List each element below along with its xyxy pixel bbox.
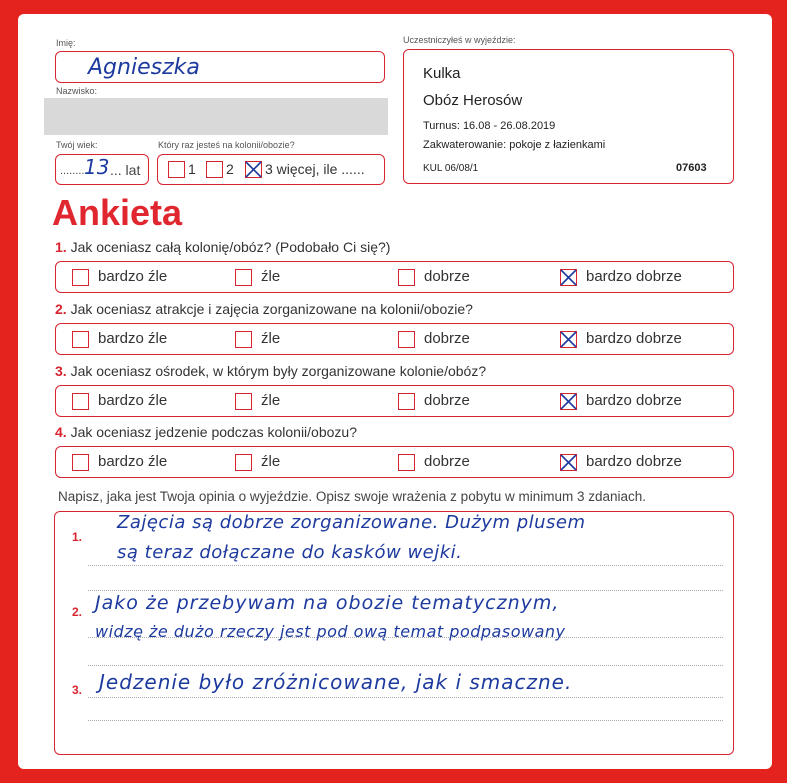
rating-option-label: źle [261,392,281,409]
age-prefix: ........ [60,165,85,177]
check-x-icon [559,330,578,349]
question-text: Jak oceniasz jedzenie podczas kolonii/obozu? [70,424,357,440]
rating-3-option-1-checkbox[interactable] [72,393,89,410]
question-text: Jak oceniasz całą kolonię/obóz? (Podobało Ci się?) [70,239,391,255]
answer-3-line-1: Jedzenie było zróżnicowane, jak i smaczne. [99,670,573,694]
rating-1-option-2-checkbox[interactable] [235,269,252,286]
rating-3-option-2-checkbox[interactable] [235,393,252,410]
question-2 [55,301,473,317]
rating-option-label: bardzo dobrze [586,453,682,470]
check-x-icon [244,160,263,179]
times-label: Który raz jesteś na kolonii/obozie? [158,140,295,150]
question-number: 3. [55,363,67,379]
camp-name: Kulka [423,65,461,82]
check-x-icon [559,268,578,287]
times-1-checkbox[interactable] [168,161,185,178]
rating-option-label: dobrze [424,392,470,409]
rating-4-option-2-checkbox[interactable] [235,454,252,471]
rating-option-label: dobrze [424,453,470,470]
rating-2-option-2-checkbox[interactable] [235,331,252,348]
age-label: Twój wiek: [56,140,98,150]
rating-option-label: bardzo dobrze [586,392,682,409]
rating-option-label: bardzo źle [98,453,168,470]
rating-option-label: bardzo źle [98,330,168,347]
times-1-label: 1 [188,161,196,177]
participant-label: Uczestniczyłeś w wyjeździe: [403,35,516,45]
rating-4-option-1-checkbox[interactable] [72,454,89,471]
times-2-checkbox[interactable] [206,161,223,178]
times-2-label: 2 [226,161,234,177]
question-text: Jak oceniasz ośrodek, w którym były zorganizowane kolonie/obóz? [70,363,487,379]
rating-3-option-4-checkbox[interactable] [560,393,577,410]
name-label: Imię: [56,38,76,48]
answer-2-number: 2. [72,605,83,619]
rating-option-label: źle [261,268,281,285]
rating-option-label: bardzo dobrze [586,330,682,347]
rating-option-label: źle [261,453,281,470]
rating-1-option-1-checkbox[interactable] [72,269,89,286]
rating-2-option-3-checkbox[interactable] [398,331,415,348]
camp-code: KUL 06/08/1 [423,163,479,174]
rating-option-label: bardzo źle [98,268,168,285]
rating-option-label: dobrze [424,268,470,285]
rating-option-label: źle [261,330,281,347]
rating-4-option-3-checkbox[interactable] [398,454,415,471]
answer-1-line-2: są teraz dołączane do kasków wejki. [117,542,463,563]
question-text: Jak oceniasz atrakcje i zajęcia zorganizowane na kolonii/obozie? [70,301,473,317]
answer-1-number: 1. [72,530,83,544]
camp-number: 07603 [676,162,707,174]
question-4 [55,424,357,440]
surname-redaction [44,98,388,135]
times-field [157,154,385,185]
question-number: 4. [55,424,67,440]
rating-option-label: bardzo źle [98,392,168,409]
age-field[interactable] [55,154,149,185]
rating-1-option-3-checkbox[interactable] [398,269,415,286]
opinion-prompt: Napisz, jaka jest Twoja opinia o wyjeździe. Opisz swoje wrażenia z pobytu w minimum 3 zdaniach. [58,489,647,504]
name-value: Agnieszka [88,55,200,80]
age-suffix: ... lat [110,162,141,178]
question-number: 2. [55,301,67,317]
page-title: Ankieta [52,192,183,233]
times-3-checkbox[interactable] [245,161,262,178]
question-1 [55,239,390,255]
answer-3-number: 3. [72,683,83,697]
rating-2-option-4-checkbox[interactable] [560,331,577,348]
answer-1-line-1: Zajęcia są dobrze zorganizowane. Dużym plusem [117,512,586,533]
question-number: 1. [55,239,67,255]
rating-3-option-3-checkbox[interactable] [398,393,415,410]
rating-option-label: bardzo dobrze [586,268,682,285]
age-value: 13 [84,155,110,179]
answer-2-line-2: widzę że dużo rzeczy jest pod ową temat podpasowany [95,622,566,641]
camp-info-box [403,49,734,184]
rating-option-label: dobrze [424,330,470,347]
rating-1-option-4-checkbox[interactable] [560,269,577,286]
surname-label: Nazwisko: [56,86,98,96]
camp-title: Obóz Herosów [423,92,523,109]
times-3-label: 3 więcej, ile ...... [265,161,365,177]
question-3 [55,363,486,379]
check-x-icon [559,453,578,472]
check-x-icon [559,392,578,411]
answer-2-line-1: Jako że przebywam na obozie tematycznym, [95,592,560,614]
rating-4-option-4-checkbox[interactable] [560,454,577,471]
camp-turnus: Turnus: 16.08 - 26.08.2019 [423,120,556,132]
rating-2-option-1-checkbox[interactable] [72,331,89,348]
name-field[interactable] [55,51,385,83]
camp-accommodation: Zakwaterowanie: pokoje z łazienkami [423,139,606,151]
